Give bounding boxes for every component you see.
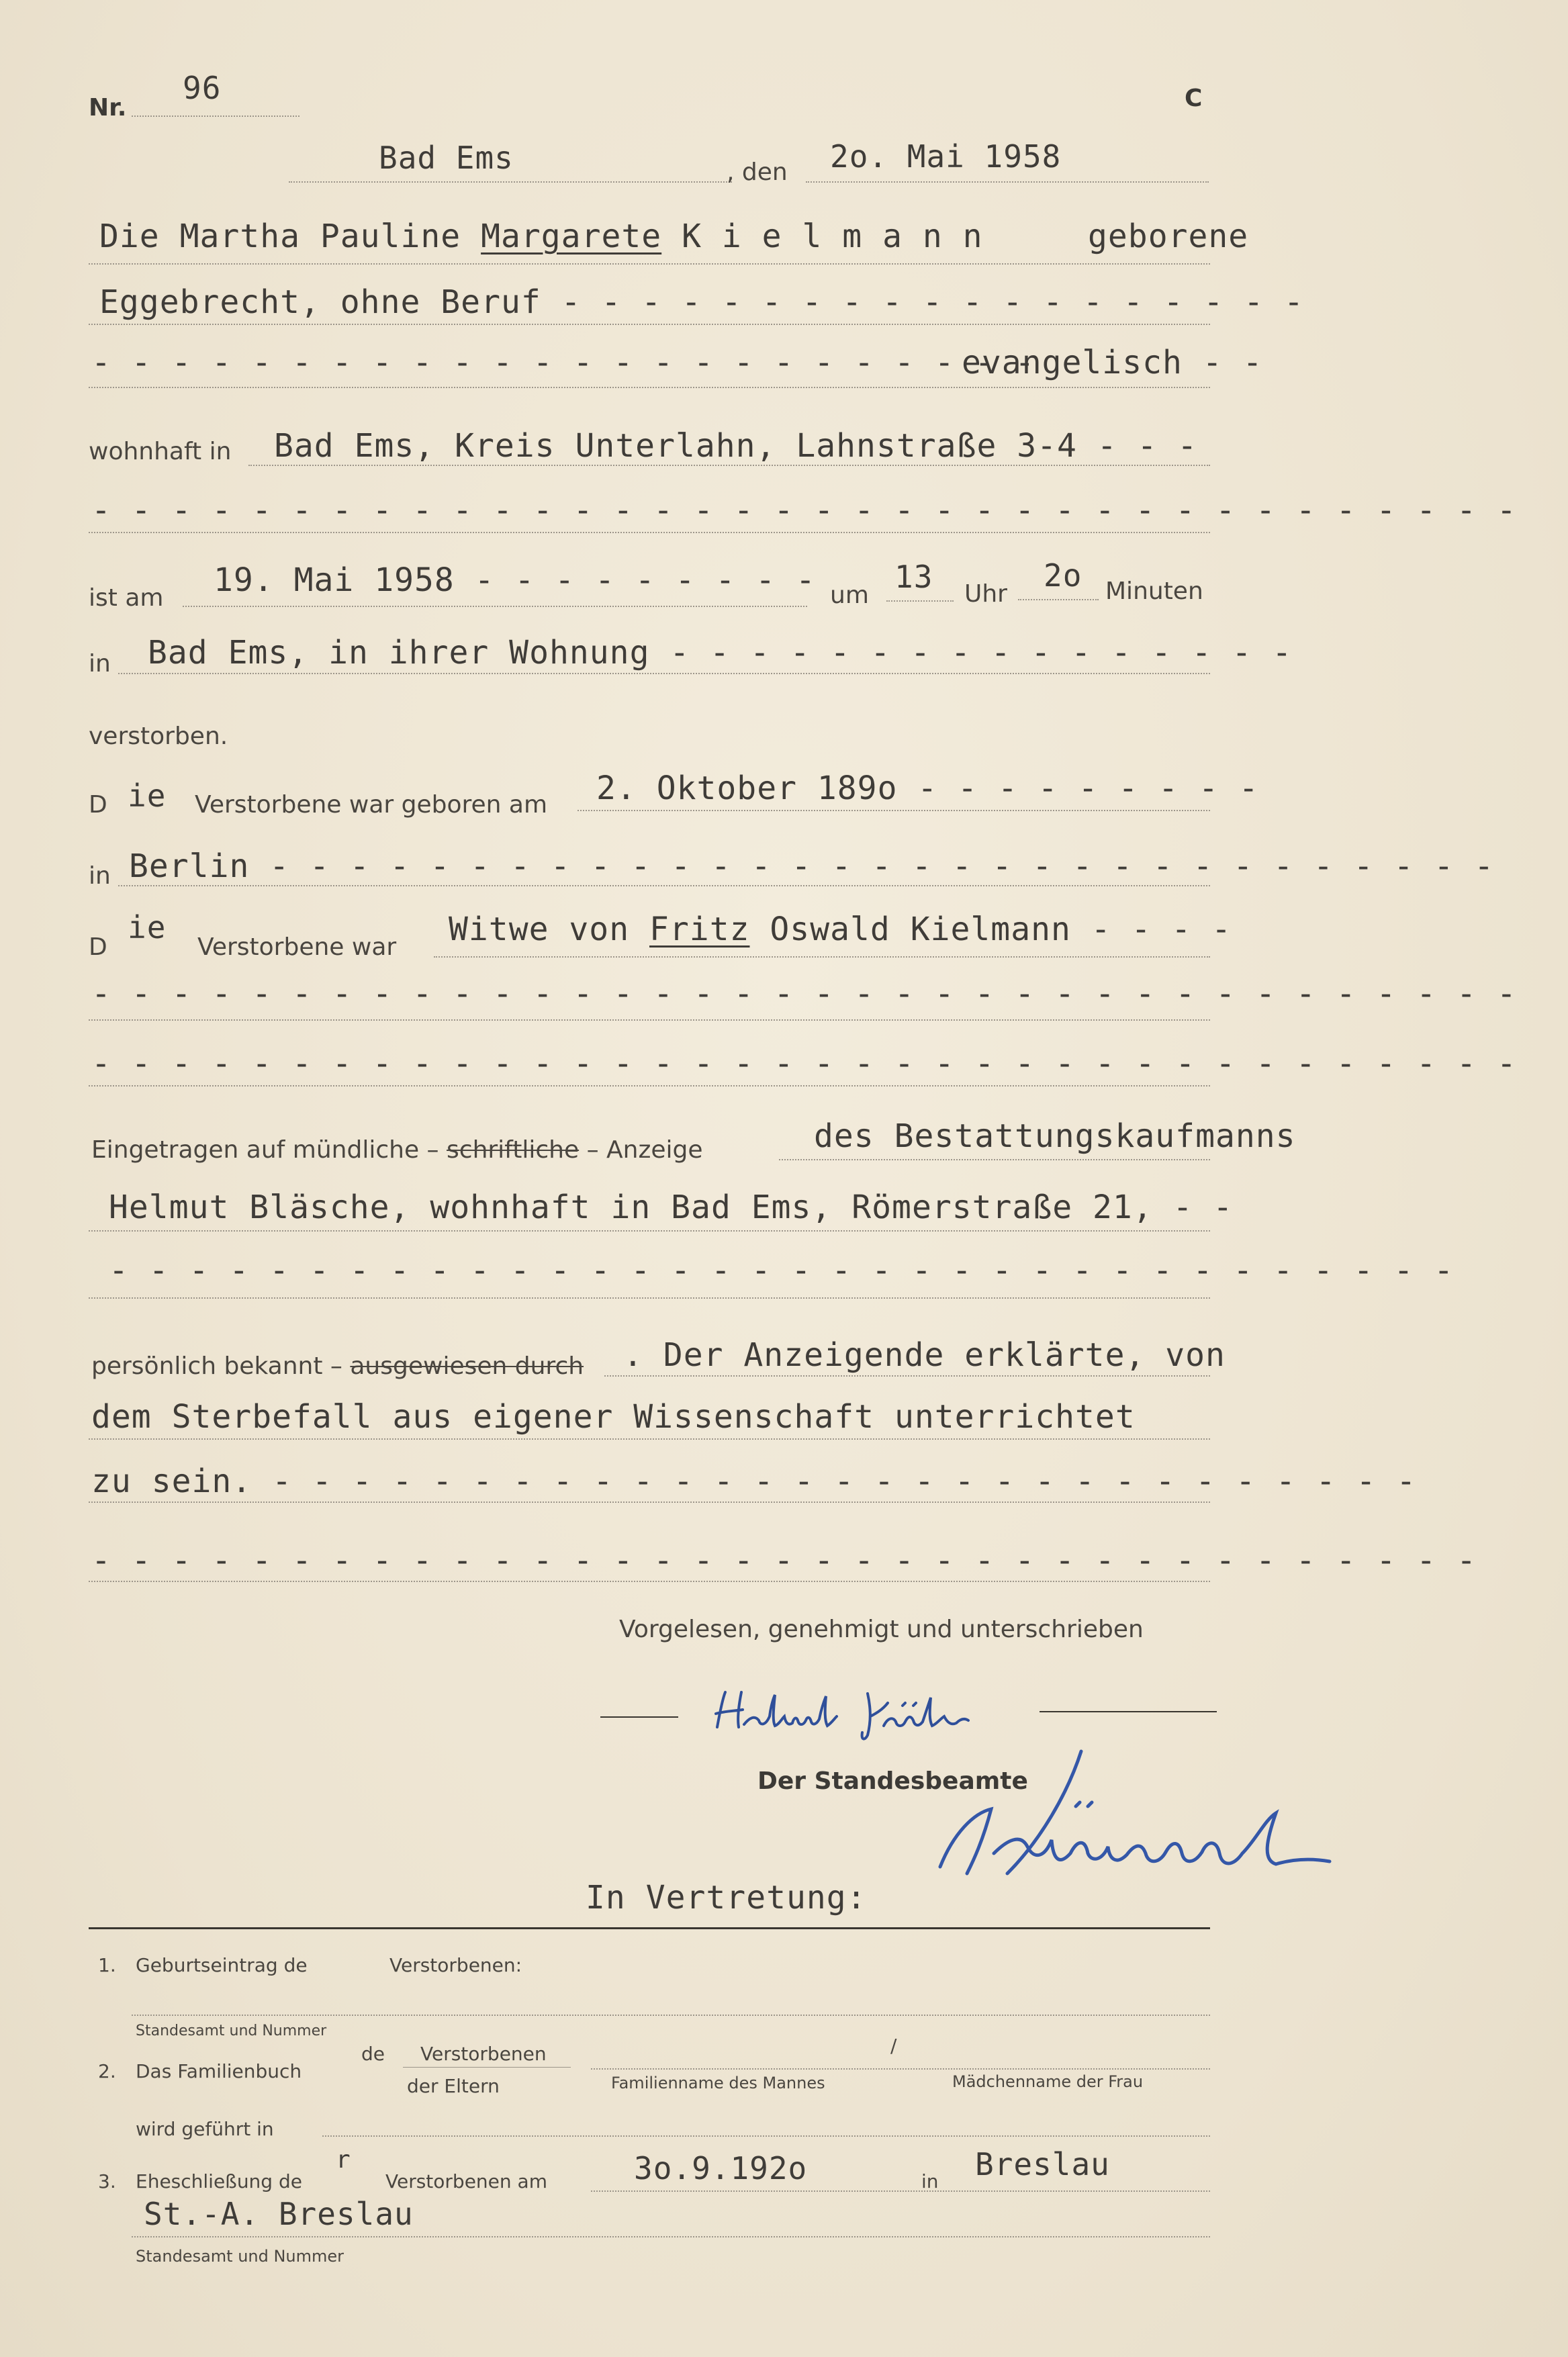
residence-value: Bad Ems, Kreis Unterlahn, Lahnstraße 3-4 - - -: [274, 427, 1198, 465]
den-label: , den: [727, 158, 788, 186]
bekannt-label: persönlich bekannt –: [91, 1352, 342, 1380]
signature-rule-left: [600, 1716, 678, 1718]
informant-l2-dotline: [89, 1230, 1210, 1232]
statement-l2-dotline: [89, 1438, 1210, 1440]
given-names: Die Martha Pauline: [99, 218, 461, 255]
name-dotline: [89, 263, 1210, 265]
informant-value-l2: Helmut Bläsche, wohnhaft in Bad Ems, Römerstraße 21, - -: [109, 1189, 1234, 1226]
marital-status-line: [449, 911, 1232, 948]
uhr-label: Uhr: [964, 580, 1007, 608]
verstorben-label: verstorben.: [89, 723, 228, 750]
statement-l2: dem Sterbefall aus eigener Wissenschaft unterrichtet: [91, 1398, 1136, 1436]
place-dotline: [289, 181, 732, 183]
minuten-label: Minuten: [1105, 577, 1203, 605]
birth-in-label: in: [89, 862, 111, 890]
official-signature: [927, 1739, 1343, 1914]
death-place-value: Bad Ems, in ihrer Wohnung - - - - - - - - - - - - - - - -: [148, 634, 1293, 672]
item2-de: de: [361, 2043, 385, 2065]
item1-suffix: Verstorbenen:: [389, 1954, 522, 1976]
place-value: Bad Ems: [379, 140, 514, 176]
item1-dotline: [132, 2015, 1210, 2016]
wohnhaft-label: wohnhaft in: [89, 438, 232, 465]
item3-verstorbenen-am: Verstorbenen am: [385, 2170, 547, 2192]
bekannt-line: [91, 1352, 584, 1380]
birth-date-value: 2. Oktober 189o - - - - - - - - -: [596, 770, 1259, 807]
surname-spaced: K i e l m a n n: [682, 218, 983, 255]
residence-dotline: [248, 465, 1210, 466]
statement-l1: . Der Anzeigende erklärte, von: [623, 1336, 1226, 1374]
item2-number: 2.: [98, 2060, 116, 2082]
item2-eltern: der Eltern: [407, 2075, 500, 2097]
statement-l4: - - - - - - - - - - - - - - - - - - - - - - - - - - - - - - - - - - -: [91, 1542, 1477, 1579]
marital-line3: - - - - - - - - - - - - - - - - - - - - - - - - - - - - - - - - - - - -: [91, 1045, 1517, 1082]
birth-place-value: Berlin - - - - - - - - - - - - - - - - - - - - - - - - - - - - - - -: [129, 847, 1495, 885]
item1-number: 1.: [98, 1954, 116, 1976]
maedchenname-caption: Mädchenname der Frau: [952, 2072, 1144, 2091]
death-date-dotline: [183, 606, 807, 607]
register-letter: C: [1185, 85, 1203, 112]
birth-d-label: D: [89, 791, 107, 819]
nr-dotline: [132, 115, 299, 117]
familienname-caption: Familienname des Mannes: [611, 2074, 825, 2092]
verstorbene-war-label: Verstorbene war: [197, 933, 397, 961]
signature-rule-right: [1040, 1711, 1217, 1712]
call-name: Margarete: [481, 218, 662, 255]
item3-label: Eheschließung de: [136, 2170, 302, 2192]
informant-value-l3: - - - - - - - - - - - - - - - - - - - - - - - - - - - - - - - - - -: [109, 1252, 1455, 1289]
item2-divider: [403, 2067, 571, 2068]
marital-status-pre: Witwe von: [449, 911, 630, 948]
struck-ausgewiesen: ausgewiesen durch: [350, 1352, 584, 1380]
struck-schriftliche: schriftliche: [447, 1136, 580, 1164]
death-date-value: 19. Mai 1958 - - - - - - - - -: [214, 561, 816, 599]
statement-l3: zu sein. - - - - - - - - - - - - - - - - - - - - - - - - - - - - -: [91, 1463, 1417, 1500]
geborene-word: geborene: [1088, 218, 1249, 255]
wird-gefuehrt-dotline: [322, 2135, 1210, 2137]
item1-label: Geburtseintrag de: [136, 1954, 308, 1976]
item2-verstorbenen: Verstorbenen: [420, 2043, 547, 2065]
death-place-dotline: [118, 673, 1210, 674]
entry-number: 96: [183, 70, 222, 106]
birth-date-dotline: [578, 810, 1210, 811]
um-label: um: [830, 582, 869, 609]
standesbeamte-label: Der Standesbeamte: [757, 1767, 1028, 1795]
maiden-occupation-line: Eggebrecht, ohne Beruf - - - - - - - - - - - - - - - - - - -: [99, 283, 1304, 321]
wird-gefuehrt-label: wird geführt in: [136, 2118, 274, 2140]
informant-l3-dotline: [89, 1297, 1210, 1299]
standesamt-dotline: [132, 2236, 1210, 2237]
marital-line2-dotline: [89, 1019, 1210, 1021]
item3-in: in: [921, 2170, 939, 2192]
item2-label: Das Familienbuch: [136, 2060, 302, 2082]
eingetragen-label: Eingetragen auf mündliche –: [91, 1136, 439, 1164]
item2-dotline: [591, 2068, 1210, 2070]
statement-l4-dotline: [89, 1581, 1210, 1582]
informant-value-l1: des Bestattungskaufmanns: [814, 1117, 1296, 1155]
item3-number: 3.: [98, 2170, 116, 2192]
informant-l1-dotline: [779, 1159, 1210, 1160]
marital-line2: - - - - - - - - - - - - - - - - - - - - - - - - - - - - - - - - - - - -: [91, 975, 1517, 1013]
religion-value: evangelisch - -: [962, 344, 1263, 381]
item3-dotline: [591, 2190, 1210, 2192]
marriage-place: Breslau: [975, 2146, 1110, 2182]
date-dotline: [806, 181, 1209, 183]
item2-slash: /: [890, 2035, 897, 2057]
date-value: 2o. Mai 1958: [830, 138, 1062, 175]
line3-dashes: - - - - - - - - - - - - - - - - - - - - - - - -: [91, 344, 1035, 381]
item3-caption: Standesamt und Nummer: [136, 2247, 344, 2266]
spouse-call-name: Fritz: [649, 911, 750, 948]
line2-dotline: [89, 324, 1210, 325]
marital-d-label: D: [89, 933, 107, 961]
marital-line3-dotline: [89, 1085, 1210, 1087]
death-in-label: in: [89, 650, 111, 678]
line3-dotline: [89, 387, 1210, 388]
informant-signature: [712, 1679, 1021, 1746]
birth-ie-value: ie: [128, 778, 167, 814]
marital-ie-value: ie: [128, 909, 167, 945]
marriage-date: 3o.9.192o: [634, 2150, 808, 2186]
residence-line2-dotline: [89, 532, 1210, 533]
hour-dotline: [886, 600, 954, 602]
anzeige-label: – Anzeige: [586, 1136, 703, 1164]
item3-r: r: [336, 2146, 351, 2174]
marital-dotline: [434, 956, 1210, 958]
eingetragen-line: [91, 1136, 703, 1164]
statement-l3-dotline: [89, 1501, 1210, 1503]
name-line: [99, 218, 983, 255]
standesamt-value: St.-A. Breslau: [144, 2196, 414, 2232]
section-divider: [89, 1927, 1210, 1929]
marital-status-post: Oswald Kielmann - - - -: [770, 911, 1232, 948]
geboren-am-label: Verstorbene war geboren am: [195, 791, 548, 819]
statement-l1-dotline: [604, 1375, 1210, 1377]
birth-place-dotline: [118, 885, 1210, 886]
residence-line2: - - - - - - - - - - - - - - - - - - - - - - - - - - - - - - - - - - - -: [91, 492, 1517, 529]
minute-dotline: [1018, 599, 1099, 600]
death-minute-value: 2o: [1044, 557, 1082, 594]
item1-caption: Standesamt und Nummer: [136, 2023, 327, 2039]
nr-label: Nr.: [89, 94, 127, 122]
death-hour-value: 13: [894, 559, 933, 595]
vertretung-label: In Vertretung:: [586, 1879, 867, 1916]
vorgelesen-text: Vorgelesen, genehmigt und unterschrieben: [619, 1616, 1144, 1643]
ist-am-label: ist am: [89, 584, 164, 612]
